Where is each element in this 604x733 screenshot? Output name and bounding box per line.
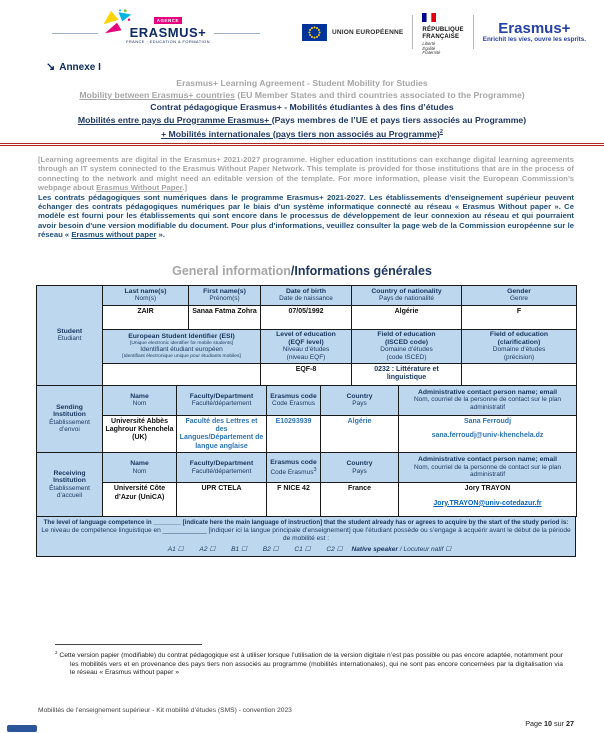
clarification-value	[462, 363, 577, 385]
isced-header: Field of education (ISCED code) Domaine d’études (code ISCED)	[352, 329, 462, 363]
level-c1-checkbox[interactable]: C1 ☐	[294, 546, 311, 554]
document-title-block	[0, 77, 604, 140]
bottom-left-ui-fragment	[7, 725, 37, 732]
receiving-institution-label: Receiving Institution Établissement d’accueil	[37, 453, 103, 517]
eqf-header: Level of education (EQF level) Niveau d’études (niveau EQF)	[261, 329, 352, 363]
red-divider-rule	[0, 143, 604, 146]
footnote-separator	[55, 644, 202, 645]
sending-institution-section	[36, 385, 577, 454]
french-flag-icon	[422, 13, 436, 22]
sending-erasmus-code-value: E10293939	[267, 415, 321, 453]
rf-line2: FRANÇAISE	[422, 33, 460, 40]
eqf-value: EQF-8	[261, 363, 352, 385]
sending-institution-label: Sending Institution Établissement d’envoi	[37, 385, 103, 453]
eu-logo	[302, 24, 403, 41]
col-header-first-name: First name(s) Prénom(s)	[189, 285, 261, 305]
page-number: Page 10 sur 27	[525, 719, 574, 728]
receiving-country-value: France	[321, 483, 399, 517]
clarification-header: Field of education (clarification) Domaine d’études (précision)	[462, 329, 577, 363]
level-b1-checkbox[interactable]: B1 ☐	[231, 546, 247, 554]
col-header-nationality: Country of nationality Pays de nationalité	[352, 285, 462, 305]
sending-name-value: Université Abbès Laghrour Khenchela (UK)	[103, 415, 177, 453]
intro-paragraphs	[38, 155, 574, 240]
col-header-gender: Gender Genre	[462, 285, 577, 305]
language-line-en: The level of language competence in ________ [indicate here the main language of instruction] that the student already has or agrees to acquire by the start of the study period is:	[43, 519, 569, 527]
last-name-value: ZAIR	[103, 305, 189, 329]
sending-country-header: Country Pays	[321, 385, 399, 415]
logo-rule-left	[52, 33, 98, 34]
erasmus-france-agency-logo	[52, 9, 260, 44]
receiving-contact-email[interactable]: Jory.TRAYON@univ-cotedazur.fr	[433, 499, 542, 507]
student-section	[36, 285, 577, 386]
receiving-name-header: Name Nom	[103, 453, 177, 483]
nationality-value: Algérie	[352, 305, 462, 329]
language-level-checkboxes	[41, 545, 571, 553]
receiving-contact-value: Jory TRAYON Jory.TRAYON@univ-cotedazur.fr	[399, 483, 577, 517]
erasmus-plus-logo	[483, 21, 592, 43]
receiving-faculty-value: UPR CTELA	[177, 483, 267, 517]
annexe-label: Annexe I	[59, 62, 101, 73]
level-c2-checkbox[interactable]: C2 ☐	[326, 546, 343, 554]
receiving-faculty-header: Faculty/Department Faculté/département	[177, 453, 267, 483]
receiving-erasmus-code-header: Erasmus code Code Erasmus$^3$	[267, 453, 321, 483]
agence-badge: AGENCE	[154, 17, 182, 24]
intro-paragraph-fr: Les contrats pédagogiques sont numériques dans le programme Erasmus+ 2021-2027. Les établissements d'enseignement supérieur peuvent échanger des contrats pédagogiques numériques par le biais d'un système informatique connecté au réseau « Erasmus Without paper ». Ce modèle est fourni pour les établissements qui sont encore dans le processus de développement de leur connexion au réseau et qui pourraient avoir besoin d'une version modifiable du document. Pour plus d'informations, veuillez consulter la page web de la Commission européenne sur le réseau « Erasmus without paper ».	[38, 192, 574, 240]
language-line-fr: Le niveau de compétence linguistique en ____________ [indiquer ici la langue principale d’enseignement] que l’étudiant possède ou s’engage à acquérir avant le début de la période de mobilité est :	[41, 526, 571, 542]
title-en-line2: Mobility between Erasmus+ countries (EU Member States and third countries associated to the Programme)	[79, 90, 525, 101]
sending-country-value: Algérie	[321, 415, 399, 453]
sending-contact-header: Administrative contact person name; email Nom, courriel de la personne de contact sur le plan administratif	[399, 385, 577, 415]
education-values-row	[37, 363, 577, 385]
header-divider	[412, 15, 413, 49]
eu-flag-icon	[302, 24, 327, 41]
intro-paragraph-en: [Learning agreements are digital in the Erasmus+ 2021-2027 programme. Higher education institutions can exchange digital learning agreements through an IT system connected to the Erasmus Without Paper Network. This template is provided for those institutions that are in the process of connecting to the network and might need an editable version of the template. For more information, please visit the European Commission’s webpage about Erasmus Without Paper.]	[38, 154, 574, 193]
title-fr-line1: Contrat pédagogique Erasmus+ - Mobilités étudiantes à des fins d’études	[150, 102, 454, 113]
annexe-heading	[46, 60, 604, 73]
page-header	[0, 0, 604, 56]
rf-motto-1: Liberté	[422, 41, 436, 46]
receiving-name-value: Université Côte d’Azur (UniCA)	[103, 483, 177, 517]
isced-value: 0232 : Littérature et linguistique	[352, 363, 462, 385]
footnote-block	[55, 644, 563, 678]
language-competence-row	[36, 516, 576, 557]
receiving-institution-section	[36, 452, 577, 517]
annexe-arrow-icon: ↘	[46, 61, 56, 73]
sending-faculty-header: Faculty/Department Faculté/département	[177, 385, 267, 415]
agency-name: ERASMUS+	[129, 25, 207, 40]
rf-motto-3: Fraternité	[422, 50, 441, 56]
general-information-table	[36, 285, 576, 558]
receiving-erasmus-code-value: F NICE 42	[267, 483, 321, 517]
rf-motto-2: Égalité	[422, 45, 436, 51]
section-heading: General information/Informations générales	[172, 263, 432, 278]
logo-rule-right	[214, 33, 260, 34]
student-row-label: Student Etudiant	[37, 285, 103, 385]
sending-erasmus-code-header: Erasmus code Code Erasmus	[267, 385, 321, 415]
erasmus-plus-title: Erasmus+	[498, 20, 571, 38]
date-of-birth-value: 07/05/1992	[261, 305, 352, 329]
footer-document-title: Mobilités de l’enseignement supérieur - Kit mobilité d’études (SMS) - convention 2023	[38, 707, 292, 714]
rf-line1: RÉPUBLIQUE	[422, 27, 464, 33]
sending-values-row	[37, 415, 577, 453]
sending-contact-value: Sana Ferroudj sana.ferroudj@univ-khenchela.dz	[399, 415, 577, 453]
native-speaker-checkbox[interactable]: / Locuteur natif ☐	[398, 546, 452, 554]
agency-subtitle: FRANCE · EDUCATION & FORMATION	[126, 39, 210, 44]
erasmus-plus-tagline: Enrichit les vies, ouvre les esprits.	[482, 36, 586, 44]
esi-header: European Student Identifier (ESI) [Unique electronic identifier for mobile students] Identifiant étudiant européen [Identifiant électronique unique pour étudiants mobiles]	[103, 329, 261, 363]
student-values-row	[37, 305, 577, 329]
republique-francaise-logo	[422, 9, 463, 56]
receiving-values-row	[37, 483, 577, 517]
eu-label: UNION EUROPÉENNE	[331, 28, 404, 36]
receiving-country-header: Country Pays	[321, 453, 399, 483]
erasmus-without-paper-link-en[interactable]: Erasmus Without Paper	[96, 183, 183, 193]
gender-value: F	[462, 305, 577, 329]
receiving-contact-header: Administrative contact person name; email Nom, courriel de la personne de contact sur le plan administratif	[399, 453, 577, 483]
sending-name-header: Name Nom	[103, 385, 177, 415]
first-name-value: Sanaa Fatma Zohra	[189, 305, 261, 329]
level-b2-checkbox[interactable]: B2 ☐	[262, 546, 279, 554]
title-fr-line3: + Mobilités internationales (pays tiers non associés au Programme)$^2$	[161, 128, 443, 139]
col-header-date-of-birth: Date of birth Date de naissance	[261, 285, 352, 305]
esi-value	[103, 363, 261, 385]
native-speaker-label: Native speaker	[351, 546, 399, 554]
sending-contact-email[interactable]: sana.ferroudj@univ-khenchela.dz	[431, 431, 544, 439]
level-a2-checkbox[interactable]: A2 ☐	[199, 546, 216, 554]
footnote-text: $^2$ Cette version papier (modifiable) du contrat pédagogique est à utiliser lorsque l’utilisation de la version digitale n’est pas possible ou pas encore adaptée, notamment pour les mobilités vers et en provenance des pays tiers non associés au programme (mobilités internationales), qui ne sont pas encore concernées par la digitalisation via le réseau « Erasmus without paper »	[55, 650, 563, 677]
sending-faculty-value: Faculté des Lettres et des Langues/Département de langue anglaise	[177, 415, 267, 453]
erasmus-without-paper-link-fr[interactable]: Erasmus without paper	[71, 230, 157, 240]
title-fr-line2: Mobilités entre pays du Programme Erasmus+ (Pays membres de l’UE et pays tiers associés au Programme)	[77, 114, 527, 125]
level-a1-checkbox[interactable]: A1 ☐	[167, 546, 184, 554]
header-divider	[473, 15, 474, 49]
col-header-last-name: Last name(s) Nom(s)	[103, 285, 189, 305]
title-en-line1: Erasmus+ Learning Agreement - Student Mobility for Studies	[176, 78, 428, 88]
